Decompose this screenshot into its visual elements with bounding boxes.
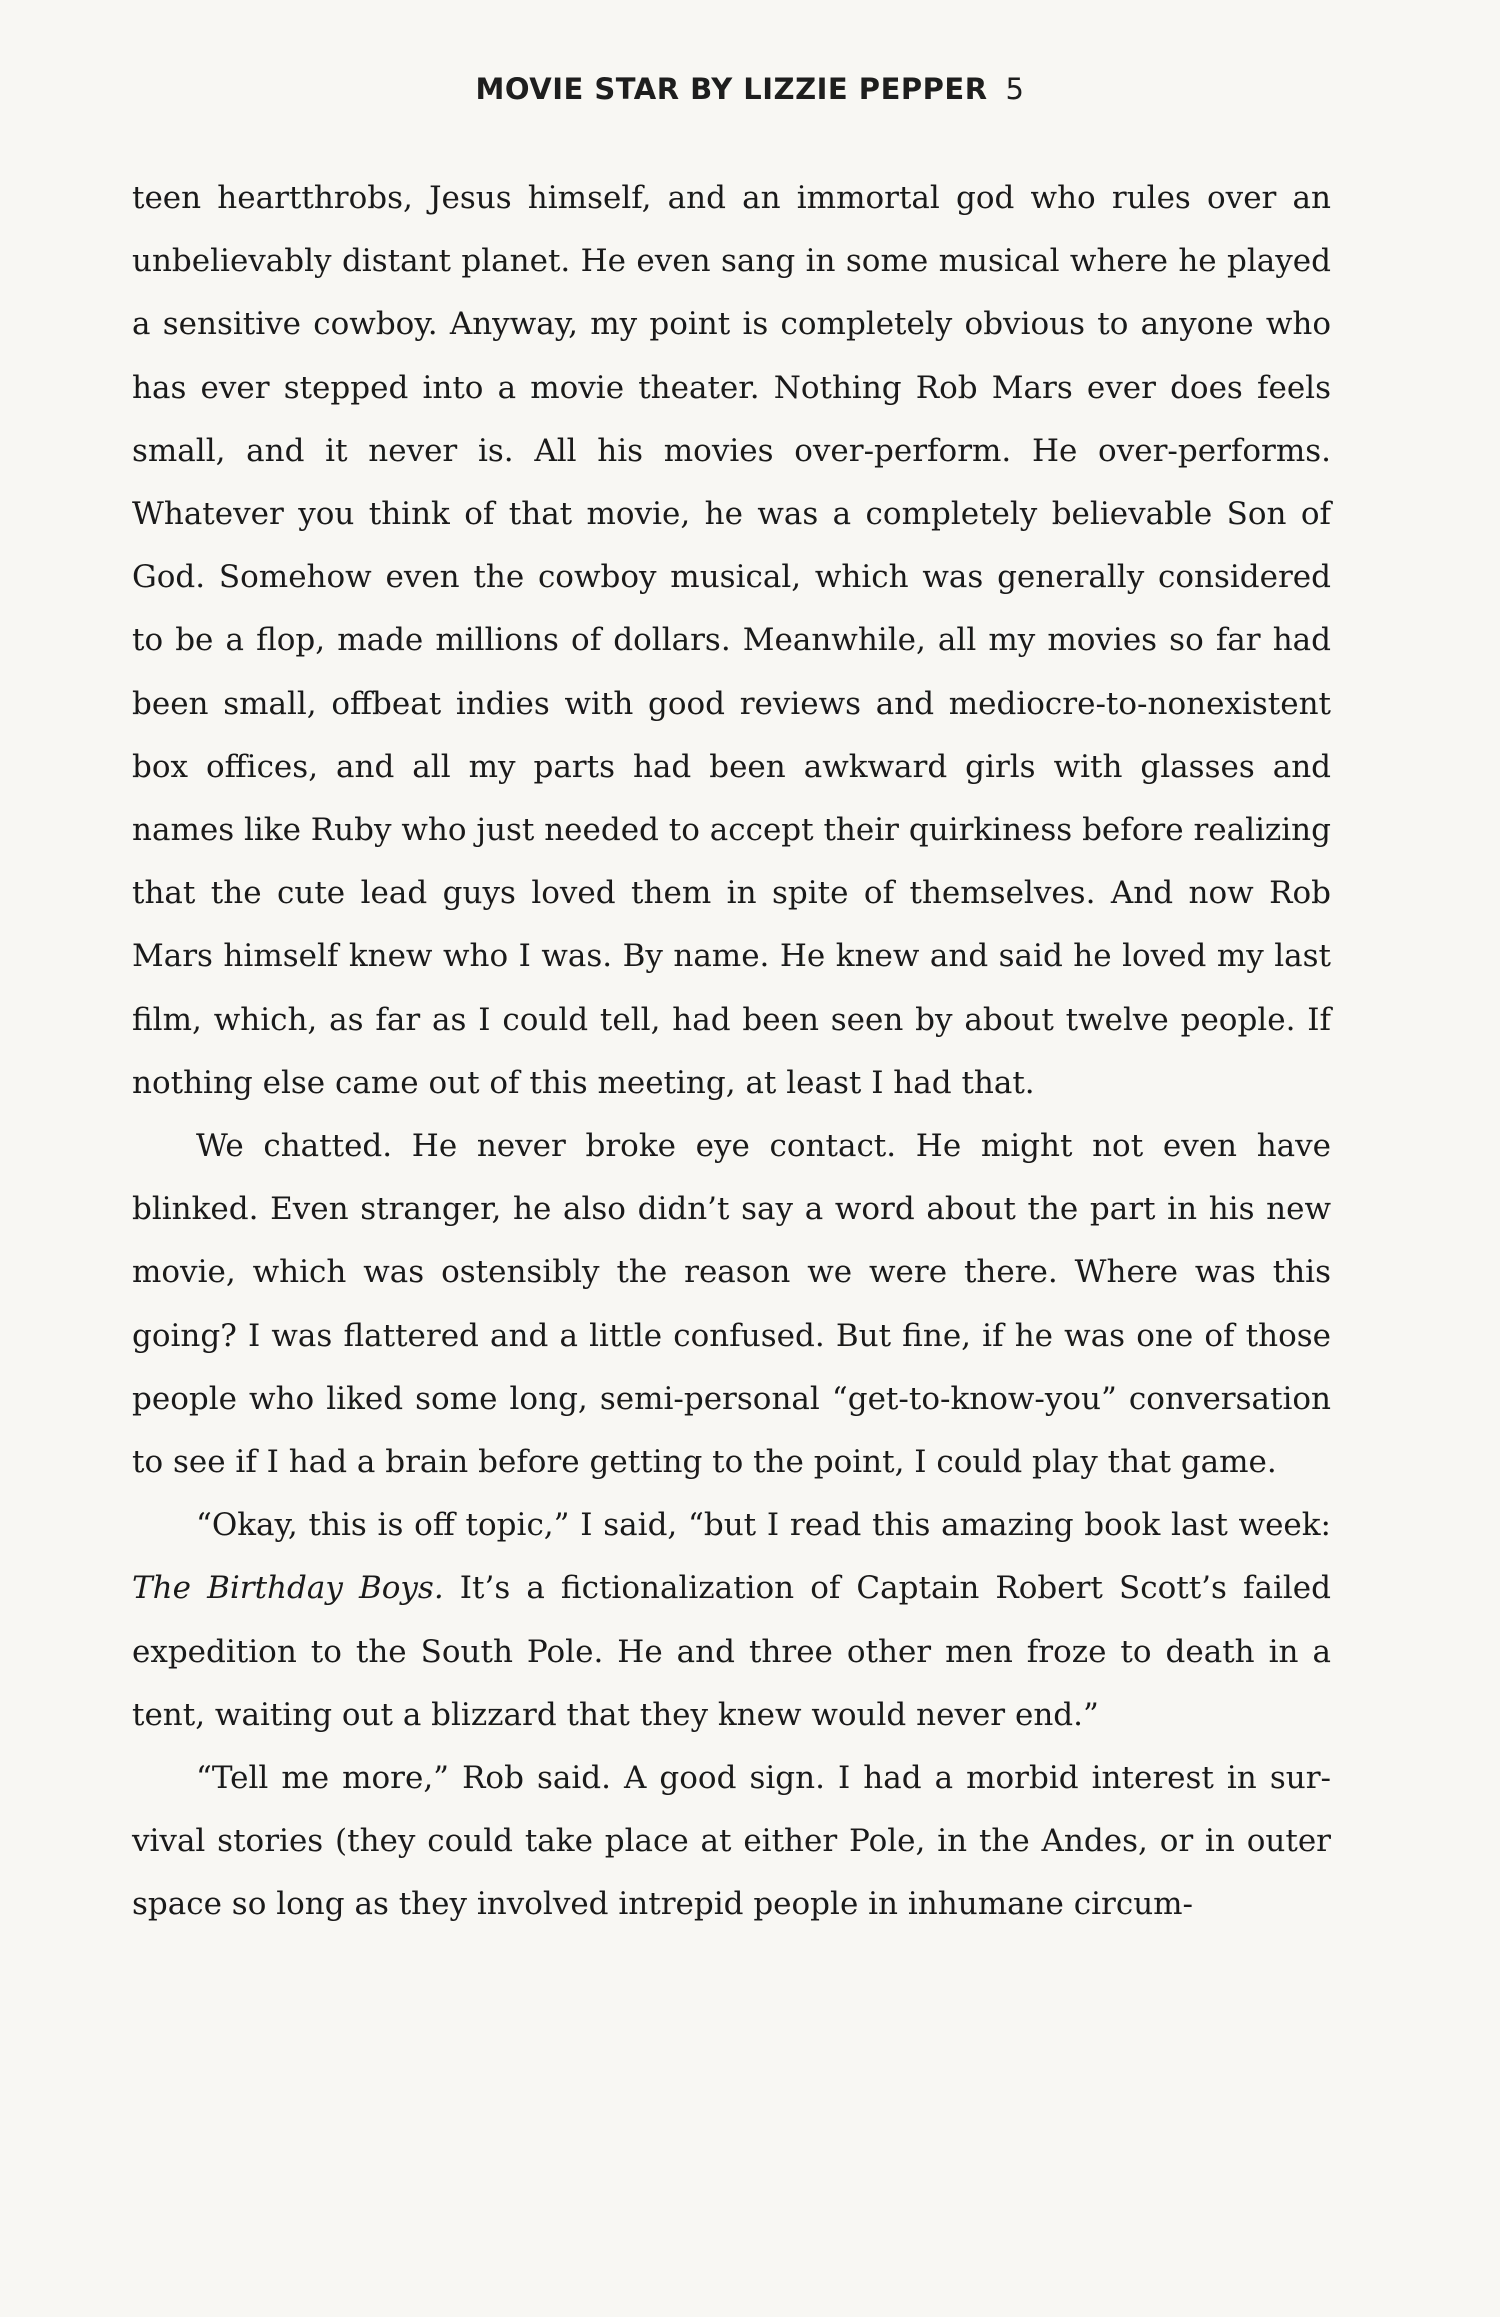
paragraph-1: teen heartthrobs, Jesus himself, and an immortal god who rules over an unbelievably distant planet. He even sang in some musical where he played a sensitive cowboy. Anyway, my point is completely obvious to anyone who has ever stepped into a movie theater. Nothing Rob Mars ever does feels small, and it never is. All his movies over-perform. He over-performs. Whatever you think of that movie, he was a completely believable Son of God. Somehow even the cowboy musical, which was generally considered to be a flop, made millions of dollars. Meanwhile, all my movies so far had been small, offbeat indies with good reviews and mediocre-to-nonexistent box offices, and all my parts had been awkward girls with glasses and names like Ruby who just needed to accept their quirkiness before realizing that the cute lead guys loved them in spite of themselves. And now Rob Mars himself knew who I was. By name. He knew and said he loved my last film, which, as far as I could tell, had been seen by about twelve people. If nothing else came out of this meeting, at least I had that. [132, 180, 1331, 1101]
body-text [132, 167, 1331, 1937]
paragraph-3-text-before: “Okay, this is off topic,” I said, “but I read this amazing book last week: [196, 1507, 1331, 1544]
paragraph-3-text-after: It’s a fictionalization of Captain Robert Scott’s failed expedition to the South Pole. He and three other men froze to death in a tent, waiting out a blizzard that they knew would never end.” [132, 1570, 1331, 1733]
paragraph-2: We chatted. He never broke eye contact. He might not even have blinked. Even stranger, he also didn’t say a word about the part in his new movie, which was ostensibly the reason we were there. Where was this going? I was flattered and a little confused. But fine, if he was one of those people who liked some long, semi-personal “get-to-know-you” conversation to see if I had a brain before getting to the point, I could play that game. [132, 1128, 1331, 1481]
book-title: The Birthday Boys. [132, 1570, 444, 1607]
paragraph-4: “Tell me more,” Rob said. A good sign. I had a morbid interest in survival stories (they could take place at either Pole, in the Andes, or in outer space so long as they involved intrepid people in inhumane circum- [132, 1760, 1331, 1923]
paragraph-3 [132, 1494, 1331, 1747]
running-head-title: MOVIE STAR BY LIZZIE PEPPER [475, 72, 988, 106]
running-head [0, 72, 1500, 106]
page-number: 5 [1005, 72, 1025, 106]
